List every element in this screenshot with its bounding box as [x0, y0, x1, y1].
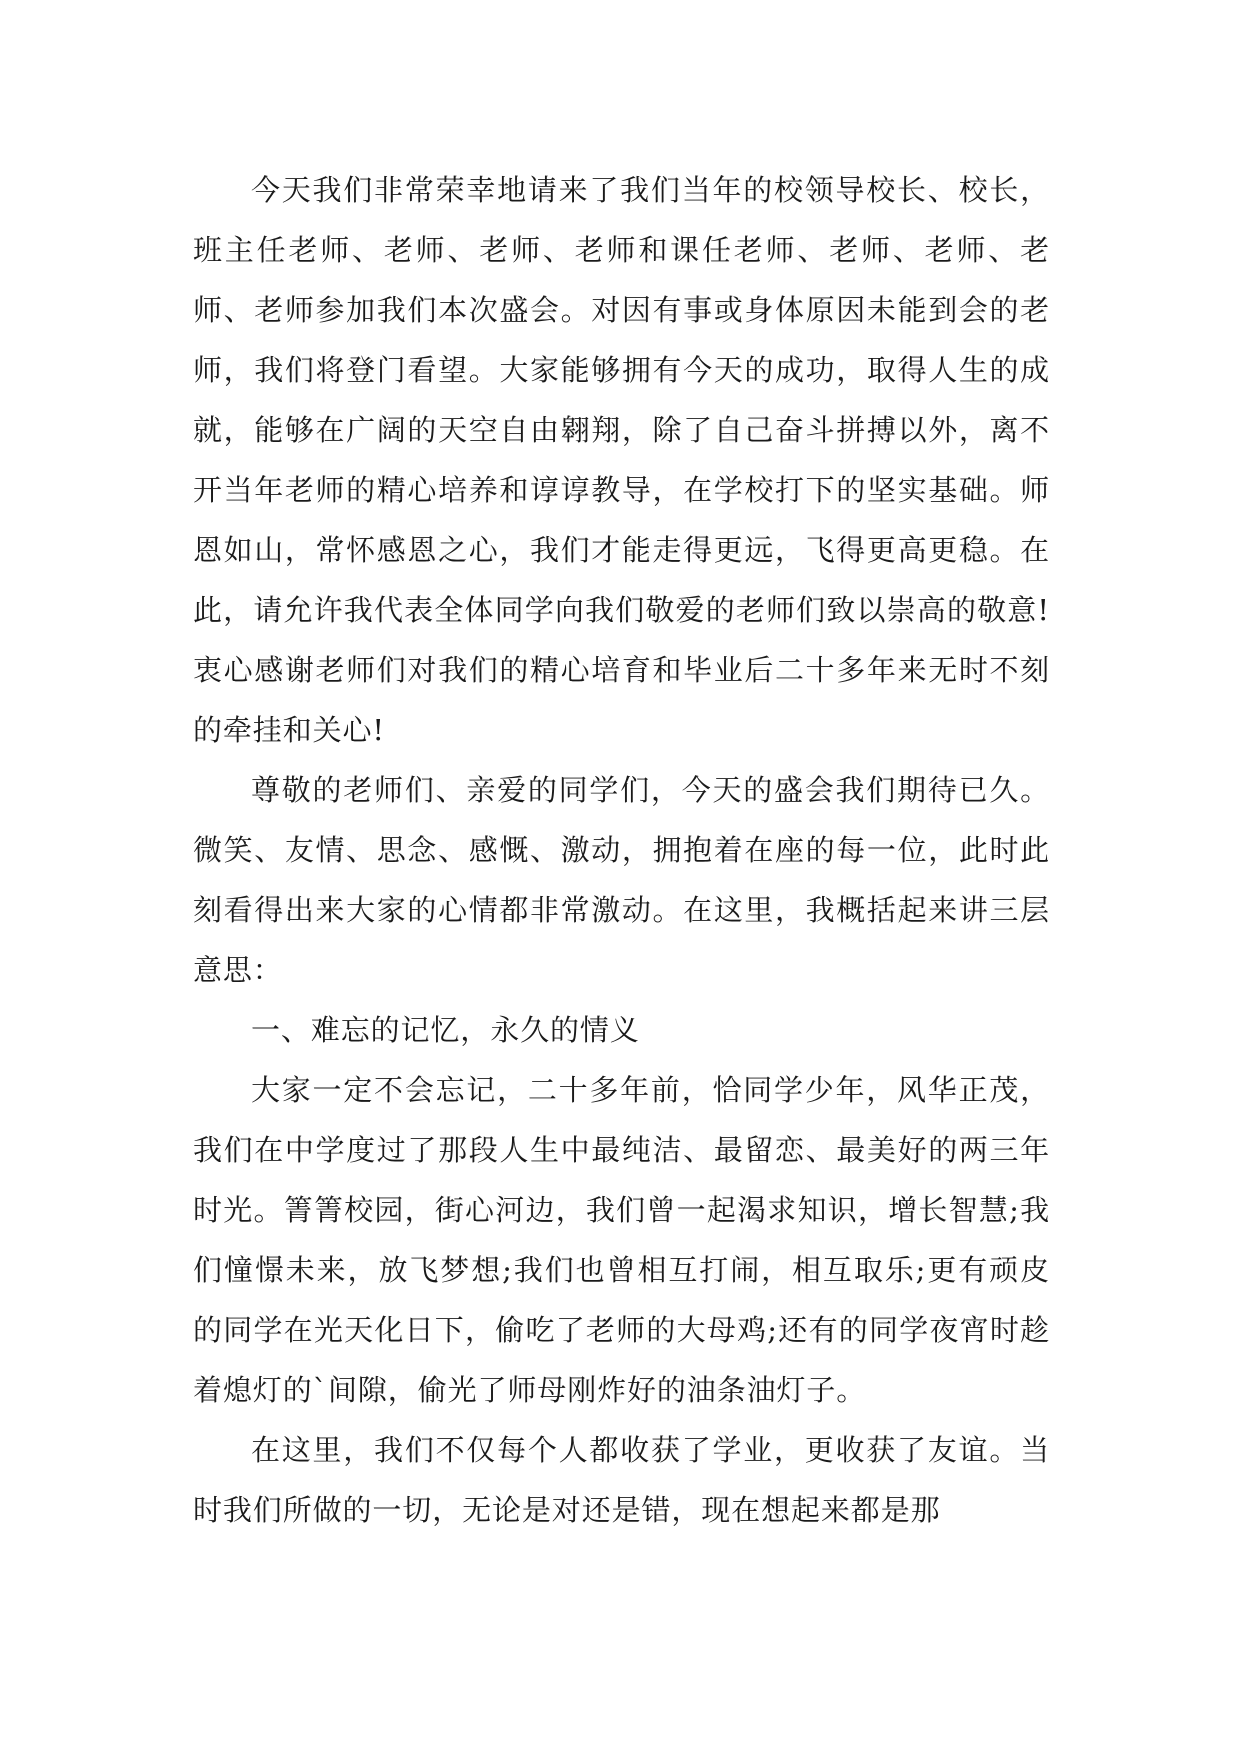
paragraph-teachers-thanks: 今天我们非常荣幸地请来了我们当年的校领导校长、校长，班主任老师、老师、老师、老师和课任老师、老师、老师、老师、老师参加我们本次盛会。对因有事或身体原因未能到会的老师，我们将登门看望。大家能够拥有今天的成功，取得人生的成就，能够在广阔的天空自由翱翔，除了自己奋斗拼搏以外，离不开当年老师的精心培养和谆谆教导，在学校打下的坚实基础。师恩如山，常怀感恩之心，我们才能走得更远，飞得更高更稳。在此，请允许我代表全体同学向我们敬爱的老师们致以崇高的敬意!衷心感谢老师们对我们的精心培育和毕业后二十多年来无时不刻的牵挂和关心!: [193, 173, 1050, 747]
section-heading-memory: 一、难忘的记忆，永久的情义: [251, 1013, 640, 1047]
paragraph-greeting: 尊敬的老师们、亲爱的同学们，今天的盛会我们期待已久。微笑、友情、思念、感慨、激动，拥抱着在座的每一位，此时此刻看得出来大家的心情都非常激动。在这里，我概括起来讲三层意思：: [193, 773, 1050, 987]
paragraph-school-memories: 大家一定不会忘记，二十多年前，恰同学少年，风华正茂，我们在中学度过了那段人生中最纯洁、最留恋、最美好的两三年时光。箐箐校园，街心河边，我们曾一起渴求知识，增长智慧;我们憧憬未来，放飞梦想;我们也曾相互打闹，相互取乐;更有顽皮的同学在光天化日下，偷吃了老师的大母鸡;还有的同学夜宵时趁着熄灯的`间隙，偷光了师母刚炸好的油条油灯子。: [193, 1073, 1050, 1407]
document-body: [193, 160, 1050, 1540]
paragraph-friendship: 在这里，我们不仅每个人都收获了学业，更收获了友谊。当时我们所做的一切，无论是对还是错，现在想起来都是那: [193, 1433, 1050, 1527]
